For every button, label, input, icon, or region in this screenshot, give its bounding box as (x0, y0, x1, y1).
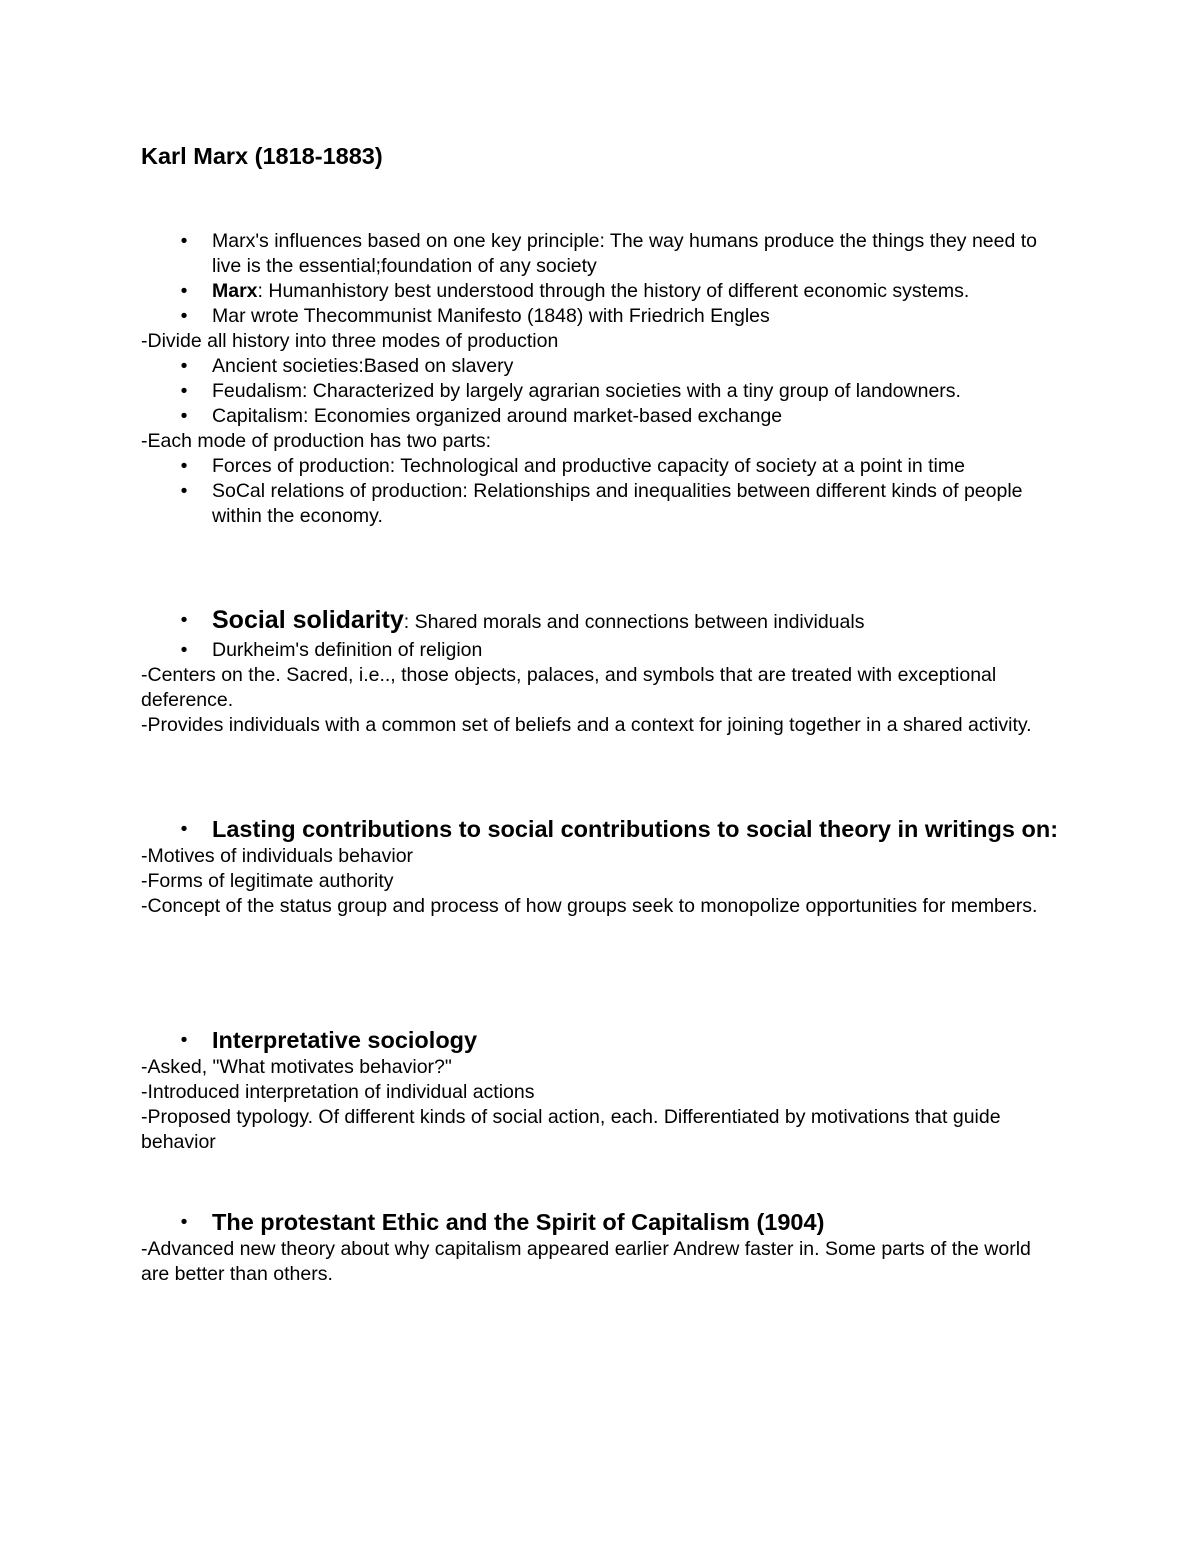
list-item (141, 404, 1061, 429)
list-item (141, 354, 1061, 379)
section-heading (141, 814, 1061, 844)
bullet-icon: • (180, 405, 188, 427)
list-item (141, 379, 1061, 404)
bullet-icon: • (180, 818, 188, 840)
list-item (141, 638, 1061, 663)
durkheim-section (141, 605, 1061, 738)
list-item-text: : Humanhistory best understood through the history of different economic systems. (257, 280, 970, 302)
list-item (141, 304, 1061, 329)
protestant-section (141, 1207, 1061, 1287)
section-heading (141, 1025, 1061, 1055)
list-item-text: Feudalism: Characterized by largely agrarian societies with a tiny group of landowners. (212, 380, 961, 402)
body-line: -Motives of individuals behavior (141, 845, 414, 867)
bullet-icon: • (180, 1029, 188, 1051)
bullet-icon: • (180, 380, 188, 402)
section-heading (141, 1207, 1061, 1237)
bullet-icon: • (180, 455, 188, 477)
list-item-text: Ancient societies:Based on slavery (212, 355, 514, 377)
list-item-text: Marx's influences based on one key principle: The way humans produce the things they need to live is the essential;foundation of any society (212, 230, 1038, 277)
marx-section (141, 229, 1061, 529)
list-item (141, 479, 1061, 529)
body-line: -Proposed typology. Of different kinds of social action, each. Differentiated by motivations that guide behavior (141, 1106, 1001, 1153)
body-line: -Provides individuals with a common set of beliefs and a context for joining together in a shared activity. (141, 714, 1032, 736)
interpretative-section (141, 1025, 1061, 1155)
heading-text: Interpretative sociology (212, 1027, 478, 1053)
bullet-icon: • (180, 480, 188, 502)
heading-text: Lasting contributions to social contributions to social theory in writings on: (212, 816, 1059, 842)
modes-intro: -Divide all history into three modes of production (141, 330, 559, 352)
body-line: -Advanced new theory about why capitalism appeared earlier Andrew faster in. Some parts of the world are better than others. (141, 1238, 1031, 1285)
list-item (141, 605, 1061, 638)
list-item (141, 454, 1061, 479)
term-social-solidarity: Social solidarity (212, 606, 404, 634)
list-item-text: Capitalism: Economies organized around market-based exchange (212, 405, 783, 427)
bullet-icon: • (180, 305, 188, 327)
document-title: Karl Marx (1818-1883) (141, 143, 383, 169)
list-item (141, 229, 1061, 279)
list-item (141, 279, 1061, 304)
parts-intro: -Each mode of production has two parts: (141, 430, 492, 452)
term-marx: Marx (212, 280, 258, 302)
body-line: -Forms of legitimate authority (141, 870, 394, 892)
list-item-text: Mar wrote Thecommunist Manifesto (1848) with Friedrich Engles (212, 305, 770, 327)
bullet-icon: • (180, 355, 188, 377)
bullet-icon: • (180, 609, 188, 631)
bullet-icon: • (180, 280, 188, 302)
contributions-section (141, 814, 1061, 919)
body-line: -Asked, "What motivates behavior?" (141, 1056, 452, 1078)
body-line: -Introduced interpretation of individual actions (141, 1081, 535, 1103)
list-item-text: : Shared morals and connections between individuals (403, 611, 865, 633)
body-line: -Concept of the status group and process of how groups seek to monopolize opportunities for members. (141, 895, 1038, 917)
bullet-icon: • (180, 1211, 188, 1233)
bullet-icon: • (180, 230, 188, 252)
list-item-text: Durkheim's definition of religion (212, 639, 483, 661)
bullet-icon: • (180, 639, 188, 661)
body-line: -Centers on the. Sacred, i.e.., those objects, palaces, and symbols that are treated with exceptional deference. (141, 664, 997, 711)
heading-text: The protestant Ethic and the Spirit of Capitalism (1904) (212, 1209, 825, 1235)
list-item-text: SoCal relations of production: Relationships and inequalities between different kinds of people within the economy. (212, 480, 1023, 527)
list-item-text: Forces of production: Technological and productive capacity of society at a point in time (212, 455, 965, 477)
